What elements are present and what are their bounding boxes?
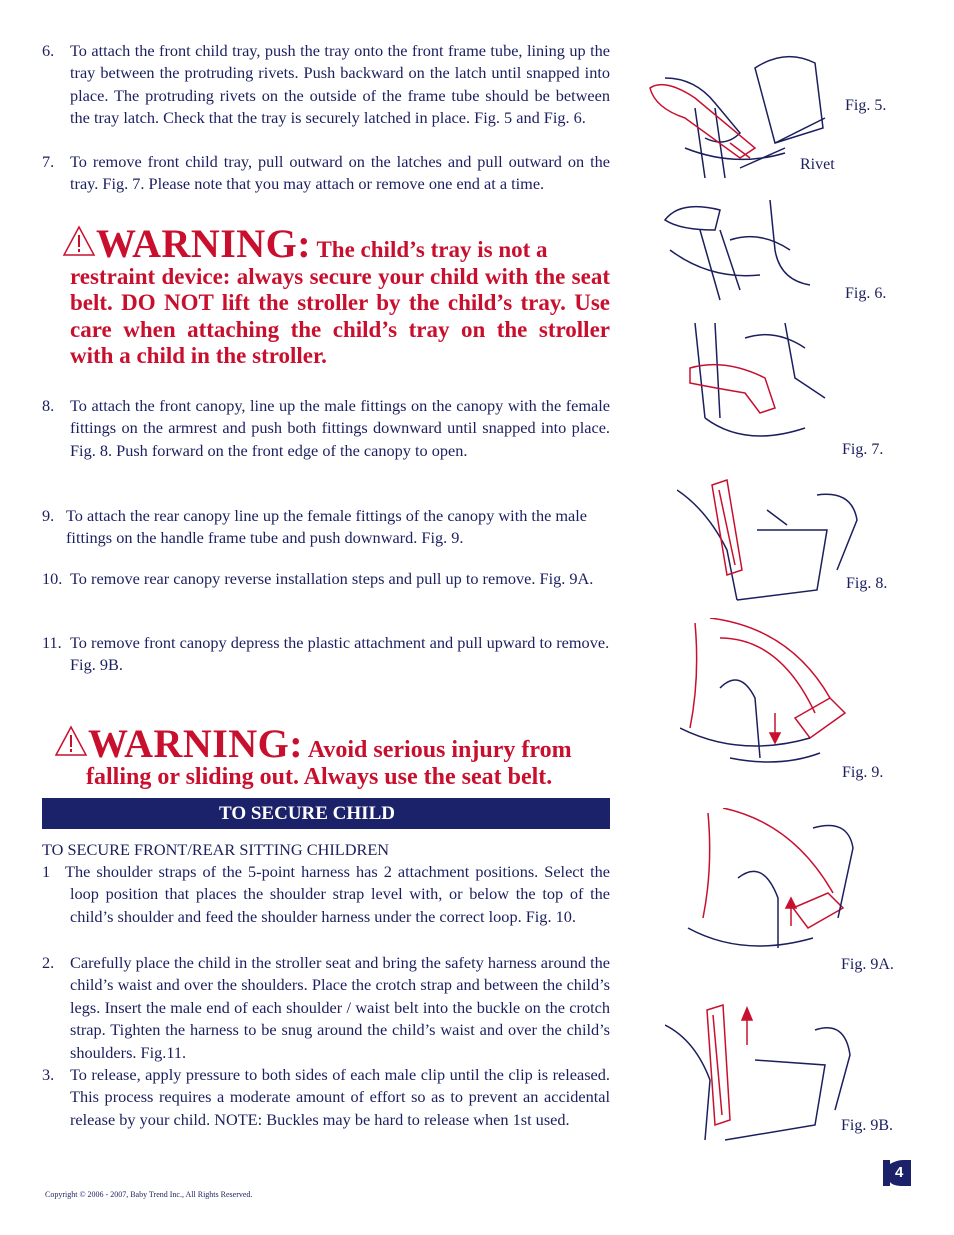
- step-text: Carefully place the child in the stroller seat and bring the safety harness around the child’s waist and over the shoulders. Place the crotch strap and between the child’s legs. Insert the male end of each shoulder / waist belt into the buckle on the crotch strap. Tighten the harness to be snug around the child’s waist and over the child’s shoulders. Fig.11.: [70, 953, 610, 1062]
- warning-seatbelt: [54, 721, 614, 791]
- step-number: 8.: [42, 396, 55, 415]
- page-number-badge: [883, 1160, 911, 1186]
- step-text: To remove front canopy depress the plastic attachment and pull upward to remove. Fig. 9B.: [70, 633, 610, 675]
- warning-triangle-icon: [62, 225, 96, 264]
- secure-step-1: [42, 861, 610, 928]
- step-text: To attach the rear canopy line up the female fittings of the canopy with the male fittings on the handle frame tube and push downward. Fig. 9.: [66, 506, 588, 548]
- warning-lead-text: The child’s tray is not a: [316, 237, 548, 262]
- fig9b-label: Fig. 9B.: [841, 1117, 894, 1134]
- step-10: [42, 568, 610, 590]
- step-text: To attach the front canopy, line up the male fittings on the canopy with the female fittings on the armrest and push both fittings downward until snapped into place. Fig. 8. Push forward on the front edge of the canopy to open.: [70, 396, 610, 460]
- warning-triangle-icon: [54, 725, 88, 764]
- step-number: 9.: [42, 506, 55, 525]
- step-8: [42, 395, 610, 462]
- secure-step-2: [42, 952, 610, 1064]
- step-number: 10.: [42, 569, 63, 588]
- fig8-label: Fig. 8.: [846, 575, 888, 592]
- fig9-label: Fig. 9.: [842, 764, 884, 781]
- step-6: [42, 40, 610, 130]
- fig5-label: Fig. 5.: [845, 97, 887, 114]
- step-number: 2.: [42, 953, 55, 972]
- rivet-label: Rivet: [800, 156, 835, 173]
- fig9b-illustration: [665, 1000, 855, 1145]
- fig7-label: Fig. 7.: [842, 441, 884, 458]
- fig9a-label: Fig. 9A.: [841, 956, 894, 973]
- step-text: The shoulder straps of the 5-point harness has 2 attachment positions. Select the loop position that places the shoulder strap level with, or below the top of the child’s shoulder and feed the shoulder harness under the correct loop. Fig. 10.: [65, 862, 610, 926]
- fig7-illustration: [685, 318, 835, 458]
- section-heading: TO SECURE CHILD: [42, 798, 610, 829]
- copyright-text: Copyright © 2006 - 2007, Baby Trend Inc., All Rights Reserved.: [45, 1190, 253, 1199]
- step-number: 7.: [42, 152, 55, 171]
- warning-word: WARNING:: [96, 221, 312, 266]
- warning-word: WARNING:: [88, 721, 304, 766]
- step-text: To remove front child tray, pull outward on the latches and pull outward on the tray. Fig. 7. Please note that you may attach or remove one end at a time.: [70, 152, 610, 194]
- subheading: TO SECURE FRONT/REAR SITTING CHILDREN: [42, 840, 390, 859]
- fig9a-illustration: [683, 808, 863, 968]
- step-9: [42, 505, 602, 550]
- page-number: 4: [895, 1164, 904, 1181]
- fig9-illustration: [680, 618, 865, 773]
- step-11: [42, 632, 610, 677]
- warning-tray: [62, 221, 610, 370]
- warning-body-text: falling or sliding out. Always use the seat belt.: [86, 764, 553, 790]
- fig6-label: Fig. 6.: [845, 285, 887, 302]
- step-7: [42, 151, 610, 196]
- secure-step-3: [42, 1064, 610, 1131]
- step-number: 6.: [42, 41, 55, 60]
- step-text: To attach the front child tray, push the tray onto the front frame tube, lining up the tray between the protruding rivets. Push backward on the latch until snapped into place. The protruding rivets on the outside of the frame tube should be between the tray latch. Check that the tray is securely latched in place. Fig. 5 and Fig. 6.: [70, 41, 610, 128]
- fig6-illustration: [660, 190, 820, 310]
- step-number: 11.: [42, 633, 62, 652]
- step-number: 1: [42, 862, 51, 881]
- warning-body-text: restraint device: always secure your child with the seat belt. DO NOT lift the stroller by the child’s tray. Use care when attaching the child’s tray on the stroller with a child in the stroller.: [70, 263, 610, 369]
- warning-lead-text: Avoid serious injury from: [307, 737, 572, 763]
- step-text: To release, apply pressure to both sides of each male clip until the clip is released. This process requires a moderate amount of effort so as to prevent an accidental release by your child. NOTE: Buckles may be hard to release when 1st used.: [70, 1065, 610, 1129]
- fig8-illustration: [677, 470, 862, 610]
- step-text: To remove rear canopy reverse installation steps and pull up to remove. Fig. 9A.: [70, 569, 594, 588]
- step-number: 3.: [42, 1065, 55, 1084]
